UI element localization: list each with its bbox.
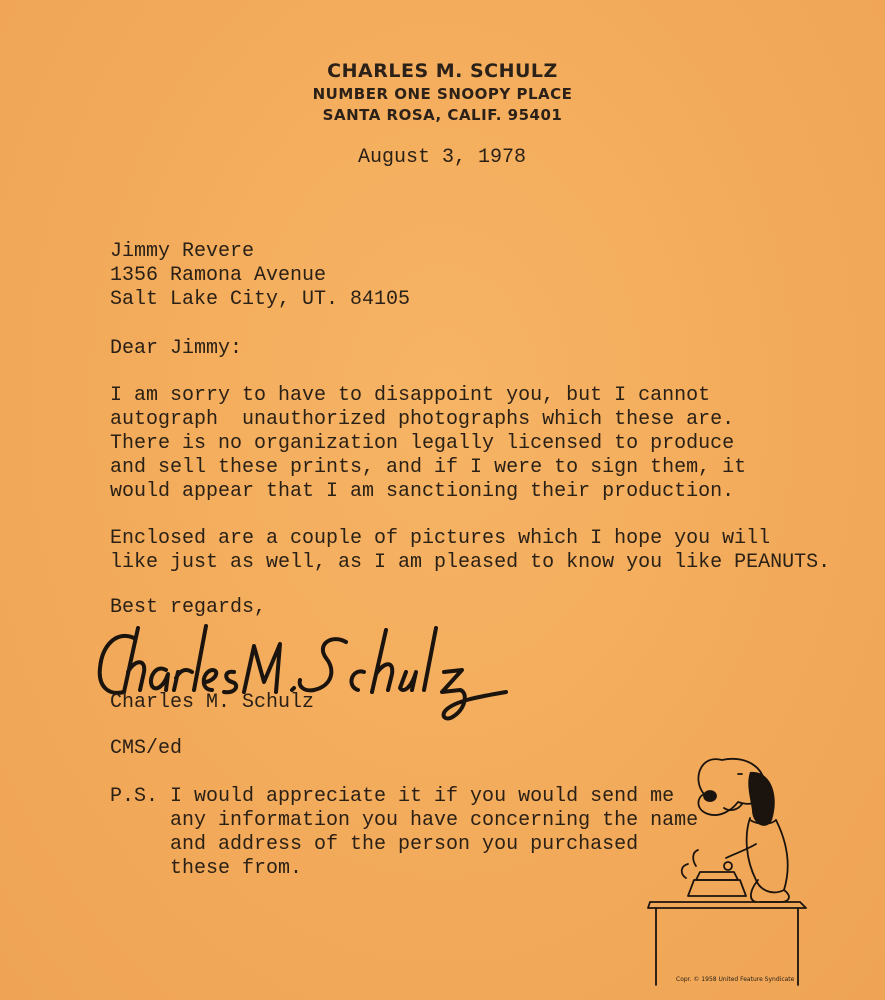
postscript-line: these from.: [110, 857, 303, 880]
body-line: I am sorry to have to disappoint you, but I cannot: [110, 384, 711, 407]
copyright-notice: Copr. © 1958 United Feature Syndicate: [676, 976, 795, 983]
body-line: Enclosed are a couple of pictures which I hope you will: [110, 527, 771, 550]
typed-name: Charles M. Schulz: [110, 691, 315, 714]
recipient-name: Jimmy Revere: [110, 240, 255, 263]
body-line: and sell these prints, and if I were to sign them, it: [110, 456, 747, 479]
postscript-line: any information you have concerning the name: [110, 809, 699, 832]
salutation: Dear Jimmy:: [110, 337, 243, 360]
body-line: autograph unauthorized photographs which these are.: [110, 408, 735, 431]
letter-date: August 3, 1978: [358, 146, 527, 169]
initials: CMS/ed: [110, 737, 183, 760]
recipient-street: 1356 Ramona Avenue: [110, 264, 327, 287]
postscript-line: and address of the person you purchased: [110, 833, 639, 856]
body-line: There is no organization legally licensed to produce: [110, 432, 735, 455]
letterhead-address-line2: SANTA ROSA, CALIF. 95401: [322, 106, 563, 124]
body-line: like just as well, as I am pleased to know you like PEANUTS.: [110, 551, 831, 574]
recipient-city: Salt Lake City, UT. 84105: [110, 288, 411, 311]
body-line: would appear that I am sanctioning their production.: [110, 480, 735, 503]
letterhead-name: CHARLES M. SCHULZ: [327, 60, 558, 82]
snoopy-typewriter-icon: [600, 740, 820, 990]
postscript-line: P.S. I would appreciate it if you would send me: [110, 785, 675, 808]
closing: Best regards,: [110, 596, 267, 619]
letterhead-address-line1: NUMBER ONE SNOOPY PLACE: [312, 85, 573, 103]
